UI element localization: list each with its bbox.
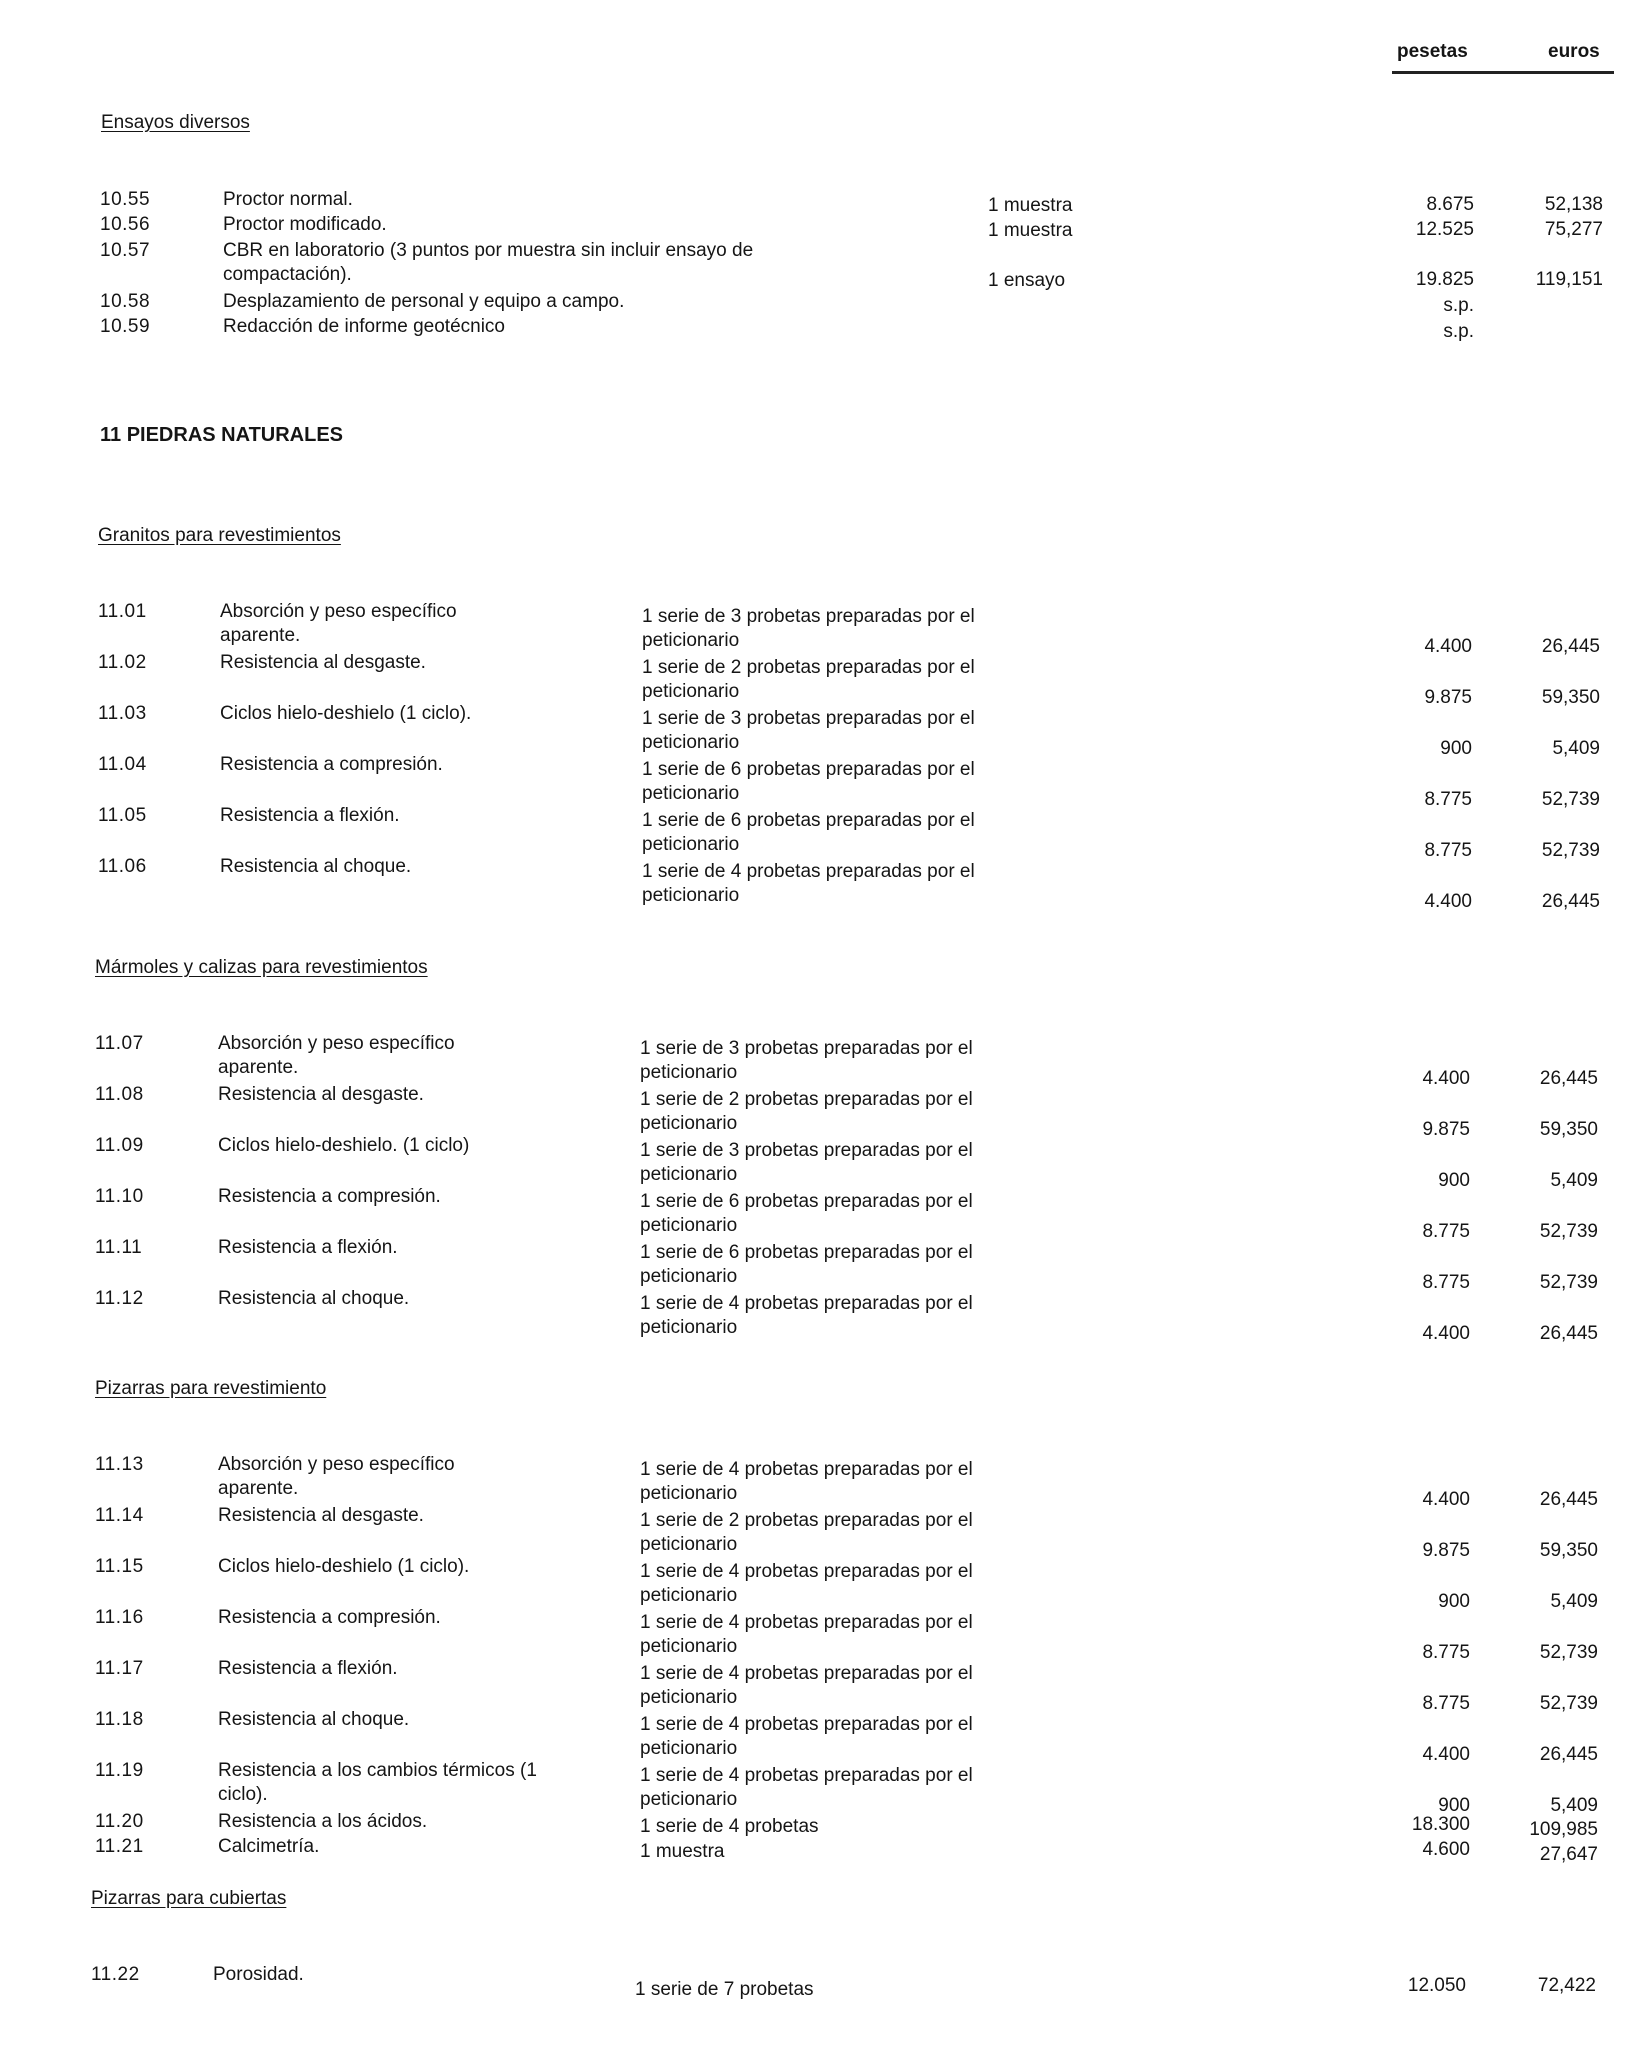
- item-quantity: peticionario: [640, 1636, 738, 1657]
- item-code: 11.22: [91, 1964, 140, 1985]
- section-title-granitos: Granitos para revestimientos: [98, 525, 341, 546]
- price-pesetas: s.p.: [1443, 295, 1474, 316]
- item-code: 11.19: [95, 1760, 144, 1781]
- item-quantity: 1 serie de 6 probetas preparadas por el: [642, 810, 975, 831]
- item-description: Absorción y peso específico: [218, 1033, 455, 1054]
- item-quantity: peticionario: [642, 732, 740, 753]
- item-quantity: peticionario: [640, 1113, 738, 1134]
- item-code: 11.17: [95, 1658, 144, 1679]
- item-quantity: 1 serie de 4 probetas preparadas por el: [640, 1663, 973, 1684]
- item-quantity: peticionario: [640, 1062, 738, 1083]
- price-pesetas: 8.775: [1422, 1693, 1470, 1714]
- item-code: 11.02: [98, 652, 147, 673]
- item-description: Ciclos hielo-deshielo (1 ciclo).: [218, 1556, 470, 1577]
- item-quantity: peticionario: [642, 630, 740, 651]
- item-code: 11.09: [95, 1135, 144, 1156]
- item-description: Desplazamiento de personal y equipo a campo.: [223, 291, 625, 312]
- item-code: 11.03: [98, 703, 147, 724]
- price-euros: 5,409: [1550, 1591, 1598, 1612]
- item-code: 11.06: [98, 856, 147, 877]
- price-pesetas: 8.775: [1422, 1642, 1470, 1663]
- item-quantity: peticionario: [640, 1215, 738, 1236]
- item-description: aparente.: [220, 625, 301, 646]
- price-euros: 52,138: [1544, 194, 1603, 215]
- item-code: 11.21: [95, 1836, 144, 1857]
- item-description: Resistencia al desgaste.: [218, 1505, 424, 1526]
- price-euros: 59,350: [1539, 1540, 1598, 1561]
- price-pesetas: 9.875: [1422, 1119, 1470, 1140]
- item-quantity: peticionario: [640, 1483, 738, 1504]
- price-euros: 52,739: [1541, 840, 1600, 861]
- item-code: 11.04: [98, 754, 147, 775]
- item-quantity: 1 muestra: [640, 1841, 725, 1862]
- item-code: 10.56: [100, 214, 151, 235]
- price-pesetas: 900: [1438, 1170, 1470, 1191]
- item-description: compactación).: [223, 264, 352, 285]
- item-quantity: peticionario: [642, 885, 740, 906]
- item-description: Resistencia a flexión.: [220, 805, 400, 826]
- price-euros: 26,445: [1539, 1068, 1598, 1089]
- price-euros: 72,422: [1537, 1975, 1596, 1996]
- item-quantity: 1 serie de 4 probetas preparadas por el: [640, 1612, 973, 1633]
- item-quantity: peticionario: [640, 1266, 738, 1287]
- item-code: 11.18: [95, 1709, 144, 1730]
- item-code: 10.57: [100, 240, 151, 261]
- item-quantity: 1 serie de 4 probetas preparadas por el: [642, 861, 975, 882]
- price-euros: 52,739: [1539, 1272, 1598, 1293]
- item-quantity: 1 serie de 4 probetas preparadas por el: [640, 1561, 973, 1582]
- item-description: CBR en laboratorio (3 puntos por muestra sin incluir ensayo de: [223, 240, 754, 261]
- item-quantity: peticionario: [642, 834, 740, 855]
- header-euros: euros: [1548, 41, 1600, 62]
- item-description: Resistencia a compresión.: [218, 1186, 441, 1207]
- item-code: 11.20: [95, 1811, 144, 1832]
- price-pesetas: 4.400: [1422, 1744, 1470, 1765]
- price-euros: 27,647: [1539, 1844, 1598, 1865]
- item-quantity: 1 serie de 3 probetas preparadas por el: [640, 1038, 973, 1059]
- price-pesetas: 18.300: [1411, 1814, 1470, 1835]
- item-code: 11.10: [95, 1186, 144, 1207]
- item-description: Resistencia a compresión.: [218, 1607, 441, 1628]
- price-pesetas: 12.525: [1415, 219, 1474, 240]
- item-code: 10.55: [100, 189, 151, 210]
- price-pesetas: 19.825: [1415, 269, 1474, 290]
- section-title-marmoles: Mármoles y calizas para revestimientos: [95, 957, 428, 978]
- item-quantity: 1 serie de 2 probetas preparadas por el: [642, 657, 975, 678]
- price-euros: 52,739: [1539, 1642, 1598, 1663]
- item-code: 11.16: [95, 1607, 144, 1628]
- item-description: Ciclos hielo-deshielo. (1 ciclo): [218, 1135, 470, 1156]
- chapter-title: 11 PIEDRAS NATURALES: [100, 424, 344, 446]
- item-description: Ciclos hielo-deshielo (1 ciclo).: [220, 703, 472, 724]
- item-description: aparente.: [218, 1478, 299, 1499]
- price-pesetas: 4.400: [1422, 1489, 1470, 1510]
- item-quantity: 1 serie de 2 probetas preparadas por el: [640, 1089, 973, 1110]
- item-code: 10.58: [100, 291, 151, 312]
- price-pesetas: 900: [1440, 738, 1472, 759]
- item-code: 11.07: [95, 1033, 144, 1054]
- item-description: Resistencia a flexión.: [218, 1237, 398, 1258]
- price-euros: 26,445: [1541, 891, 1600, 912]
- item-description: Resistencia al choque.: [218, 1709, 410, 1730]
- item-quantity: 1 serie de 3 probetas preparadas por el: [642, 606, 975, 627]
- item-description: Resistencia al choque.: [218, 1288, 410, 1309]
- item-description: Resistencia a los ácidos.: [218, 1811, 428, 1832]
- item-code: 11.01: [98, 601, 147, 622]
- price-euros: 5,409: [1550, 1170, 1598, 1191]
- price-pesetas: 9.875: [1422, 1540, 1470, 1561]
- item-quantity: 1 serie de 6 probetas preparadas por el: [640, 1191, 973, 1212]
- price-euros: 5,409: [1550, 1795, 1598, 1816]
- item-code: 11.15: [95, 1556, 144, 1577]
- item-quantity: 1 serie de 4 probetas preparadas por el: [640, 1293, 973, 1314]
- price-euros: 26,445: [1539, 1744, 1598, 1765]
- price-euros: 52,739: [1541, 789, 1600, 810]
- item-code: 11.13: [95, 1454, 144, 1475]
- item-description: Resistencia a flexión.: [218, 1658, 398, 1679]
- item-description: Resistencia al desgaste.: [220, 652, 426, 673]
- price-euros: 59,350: [1539, 1119, 1598, 1140]
- price-euros: 26,445: [1539, 1323, 1598, 1344]
- item-code: 11.14: [95, 1505, 144, 1526]
- item-quantity: 1 muestra: [988, 220, 1073, 241]
- item-description: Resistencia a compresión.: [220, 754, 443, 775]
- item-description: Resistencia al choque.: [220, 856, 412, 877]
- price-pesetas: 8.775: [1424, 840, 1472, 861]
- item-description: Proctor modificado.: [223, 214, 387, 235]
- price-pesetas: 4.400: [1424, 636, 1472, 657]
- item-quantity: 1 serie de 4 probetas preparadas por el: [640, 1765, 973, 1786]
- section-title-pizarras-revestimiento: Pizarras para revestimiento: [95, 1378, 327, 1399]
- header-rule: [1392, 71, 1614, 74]
- item-quantity: peticionario: [640, 1738, 738, 1759]
- item-quantity: 1 serie de 3 probetas preparadas por el: [640, 1140, 973, 1161]
- item-description: Porosidad.: [213, 1964, 304, 1985]
- item-quantity: 1 ensayo: [988, 270, 1066, 291]
- price-pesetas: 4.600: [1422, 1839, 1470, 1860]
- price-pesetas: 4.400: [1424, 891, 1472, 912]
- item-code: 11.08: [95, 1084, 144, 1105]
- price-pesetas: 12.050: [1407, 1975, 1466, 1996]
- item-code: 11.12: [95, 1288, 144, 1309]
- price-euros: 119,151: [1535, 269, 1603, 290]
- item-quantity: 1 serie de 2 probetas preparadas por el: [640, 1510, 973, 1531]
- item-description: Absorción y peso específico: [220, 601, 457, 622]
- section-title-ensayos: Ensayos diversos: [101, 112, 250, 133]
- item-quantity: peticionario: [640, 1687, 738, 1708]
- price-pesetas: 8.775: [1424, 789, 1472, 810]
- item-quantity: peticionario: [640, 1789, 738, 1810]
- item-description: ciclo).: [218, 1784, 268, 1805]
- item-description: Resistencia al desgaste.: [218, 1084, 424, 1105]
- item-code: 10.59: [100, 316, 151, 337]
- item-quantity: 1 serie de 3 probetas preparadas por el: [642, 708, 975, 729]
- item-code: 11.11: [95, 1237, 143, 1258]
- price-pesetas: 4.400: [1422, 1323, 1470, 1344]
- price-euros: 109,985: [1529, 1819, 1598, 1840]
- item-quantity: peticionario: [640, 1534, 738, 1555]
- item-quantity: 1 serie de 4 probetas preparadas por el: [640, 1459, 973, 1480]
- price-euros: 75,277: [1544, 219, 1603, 240]
- item-description: Proctor normal.: [223, 189, 353, 210]
- item-quantity: 1 serie de 7 probetas: [635, 1979, 814, 2000]
- item-quantity: 1 serie de 6 probetas preparadas por el: [642, 759, 975, 780]
- item-code: 11.05: [98, 805, 147, 826]
- item-quantity: peticionario: [642, 681, 740, 702]
- item-quantity: peticionario: [640, 1317, 738, 1338]
- price-pesetas: 9.875: [1424, 687, 1472, 708]
- price-pesetas: 8.675: [1426, 194, 1474, 215]
- price-pesetas: 900: [1438, 1591, 1470, 1612]
- price-euros: 26,445: [1541, 636, 1600, 657]
- item-quantity: peticionario: [640, 1164, 738, 1185]
- price-euros: 59,350: [1541, 687, 1600, 708]
- item-quantity: 1 serie de 4 probetas: [640, 1816, 819, 1837]
- price-pesetas: 900: [1438, 1795, 1470, 1816]
- price-pesetas: 8.775: [1422, 1272, 1470, 1293]
- price-pesetas: s.p.: [1443, 321, 1474, 342]
- item-quantity: peticionario: [642, 783, 740, 804]
- price-pesetas: 4.400: [1422, 1068, 1470, 1089]
- header-pesetas: pesetas: [1397, 41, 1468, 62]
- price-pesetas: 8.775: [1422, 1221, 1470, 1242]
- price-euros: 52,739: [1539, 1693, 1598, 1714]
- item-description: Resistencia a los cambios térmicos (1: [218, 1760, 537, 1781]
- item-description: aparente.: [218, 1057, 299, 1078]
- price-euros: 5,409: [1552, 738, 1600, 759]
- section-title-pizarras-cubiertas: Pizarras para cubiertas: [91, 1888, 287, 1909]
- item-quantity: 1 serie de 6 probetas preparadas por el: [640, 1242, 973, 1263]
- price-euros: 26,445: [1539, 1489, 1598, 1510]
- item-quantity: 1 muestra: [988, 195, 1073, 216]
- item-quantity: 1 serie de 4 probetas preparadas por el: [640, 1714, 973, 1735]
- price-euros: 52,739: [1539, 1221, 1598, 1242]
- item-quantity: peticionario: [640, 1585, 738, 1606]
- item-description: Redacción de informe geotécnico: [223, 316, 506, 337]
- item-description: Absorción y peso específico: [218, 1454, 455, 1475]
- item-description: Calcimetría.: [218, 1836, 320, 1857]
